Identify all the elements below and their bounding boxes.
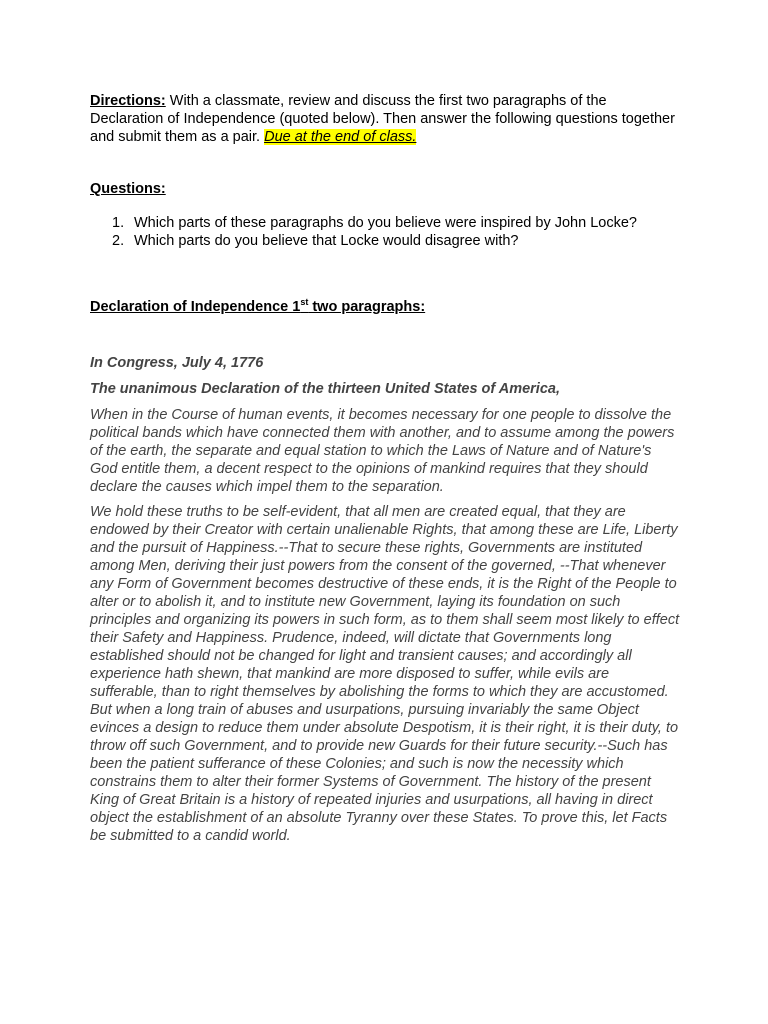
directions-paragraph (90, 92, 680, 146)
question-list (90, 214, 680, 250)
question-item (90, 232, 680, 250)
due-note: Due at the end of class. (264, 129, 417, 145)
directions-label: Directions: (90, 93, 166, 109)
declaration-heading-prefix: Declaration of Independence 1 (90, 299, 301, 315)
declaration-heading-sup: st (300, 297, 309, 308)
questions-heading-label: Questions: (90, 181, 166, 197)
declaration-heading-suffix: two paragraphs: (308, 299, 426, 315)
declaration-quote (90, 354, 680, 845)
declaration-paragraph-1: When in the Course of human events, it becomes necessary for one people to dissolve the political bands which have connected them with another, and to assume among the powers of the earth, the separate and equal station to which the Laws of Nature and of Nature's God entitle them, a decent respect to the opinions of mankind requires that they should declare the causes which impel them to the separation. (90, 407, 675, 495)
directions-text: With a classmate, review and discuss the first two paragraphs of the Declaration of Independence (quoted below). Then answer the following questions together and submit them as a pair. (90, 93, 675, 145)
question-text: Which parts do you believe that Locke would disagree with? (134, 233, 519, 249)
declaration-heading-label (90, 299, 425, 315)
question-number: 2. (112, 233, 125, 249)
congress-date: In Congress, July 4, 1776 (90, 355, 264, 371)
declaration-heading (90, 298, 680, 316)
document-content (90, 92, 680, 845)
question-text: Which parts of these paragraphs do you believe were inspired by John Locke? (134, 215, 637, 231)
declaration-paragraph-2: We hold these truths to be self-evident, that all men are created equal, that they are endowed by their Creator with certain unalienable Rights, that among these are Life, Liberty and the pursuit of Happiness.--That to secure these rights, Governments are instituted among Men, deriving their just powers from the consent of the governed, --That whenever any Form of Government becomes destructive of these ends, it is the Right of the People to alter or to abolish it, and to institute new Government, laying its foundation on such principles and organizing its powers in such form, as to them shall seem most likely to effect their Safety and Happiness. Prudence, indeed, will dictate that Governments long established should not be changed for light and transient causes; and accordingly all experience hath shewn, that mankind are more disposed to suffer, while evils are sufferable, than to right themselves by abolishing the forms to which they are accustomed. But when a long train of abuses and usurpations, pursuing invariably the same Object evinces a design to reduce them under absolute Despotism, it is their right, it is their duty, to throw off such Government, and to provide new Guards for their future security.--Such has been the patient sufferance of these Colonies; and such is now the necessity which constrains them to alter their former Systems of Government. The history of the present King of Great Britain is a history of repeated injuries and usurpations, all having in direct object the establishment of an absolute Tyranny over these States. To prove this, let Facts be submitted to a candid world. (90, 504, 680, 844)
question-number: 1. (112, 215, 125, 231)
declaration-title: The unanimous Declaration of the thirteen United States of America, (90, 381, 560, 397)
questions-heading (90, 180, 680, 198)
question-item (90, 214, 680, 232)
